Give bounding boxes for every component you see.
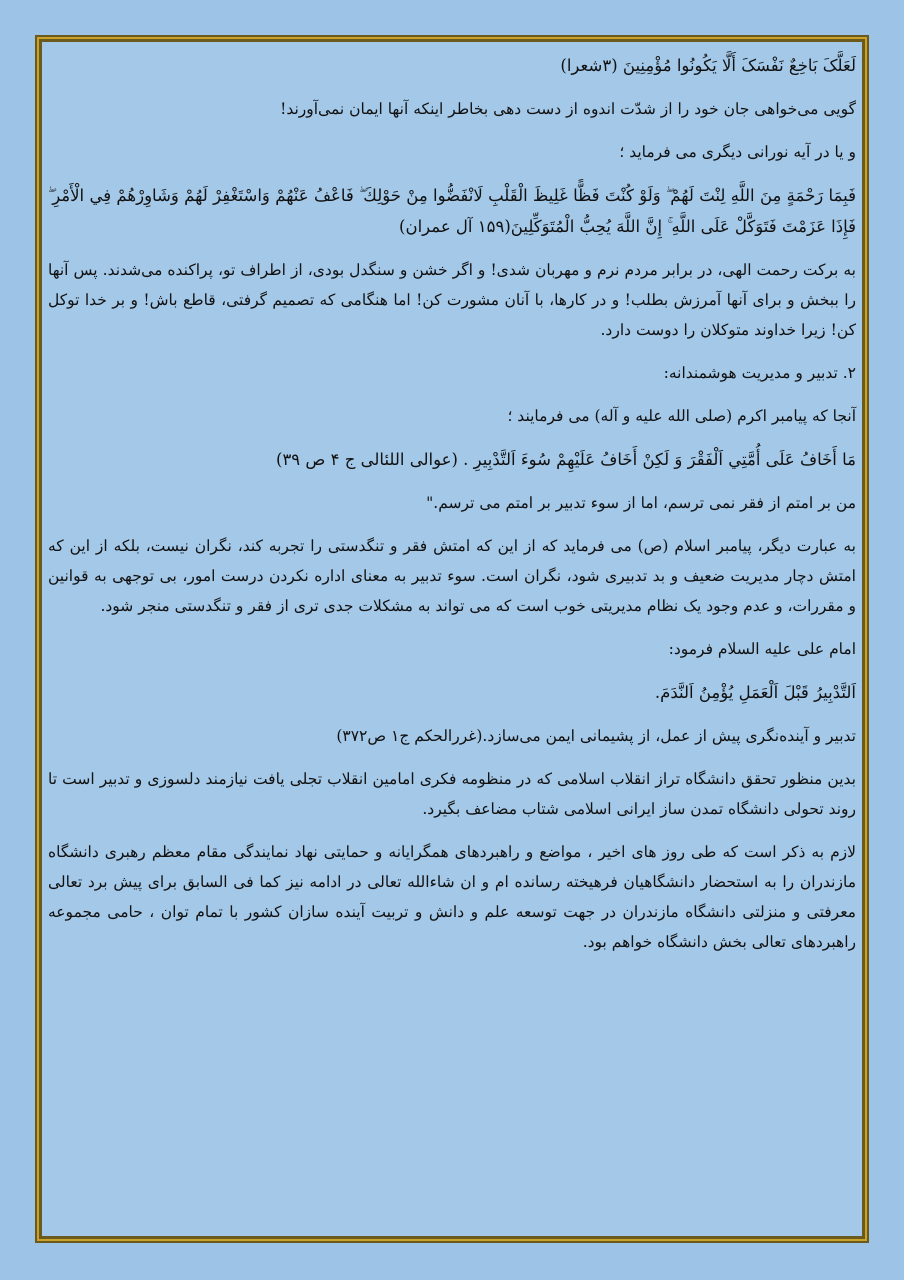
- intro-line: و یا در آیه نورانی دیگری می فرماید ؛: [619, 143, 856, 161]
- verse-translation-2: به برکت رحمت الهی، در برابر مردم نرم و مهربان شدی! و اگر خشن و سنگدل بودی، از اطراف تو، پراکنده می‌شدند. پس آنها را ببخش و برای آنها آمرزش بطلب! و در کارها، با آنان مشورت کن! اما هنگامی که تصمیم گرفتی، قاطع باش! و بر خدا توکل کن! زیرا خداوند متوکلان را دوست دارد.: [48, 261, 856, 339]
- explanation-paragraph: به عبارت دیگر، پیامبر اسلام (ص) می فرماید که از این که امتش فقر و تنگدستی را تجربه کند، نگران نیست، بلکه از این که امتش دچار مدیریت ضعیف و بد تدبیری شود، نگران است. سوء تدبیر به معنای اداره نکردن درست امور، بی توجهی به قوانین و مقررات، و عدم وجود یک نظام مدیریتی خوب است که می تواند به مشکلات جدی تری از فقر و تنگدستی منجر شود.: [48, 537, 856, 615]
- university-paragraph: بدین منظور تحقق دانشگاه تراز انقلاب اسلامی که در منظومه فکری امامین انقلاب تجلی یافت نیازمند دلسوزی و تدبیر است تا روند تحولی دانشگاه تمدن ساز ایرانی اسلامی شتاب مضاعف بگیرد.: [48, 770, 856, 818]
- document-body: [48, 50, 856, 970]
- verse-translation: گویی می‌خواهی جان خود را از شدّت اندوه از دست دهی بخاطر اینکه آنها ایمان نمی‌آورند!: [280, 100, 856, 118]
- imam-ali-hadith: اَلتَّدْبِيرُ قَبْلَ اَلْعَمَلِ يُؤْمِنُ اَلنَّدَمَ.: [654, 683, 856, 702]
- hadith-intro: آنجا که پیامبر اکرم (صلی الله علیه و آله) می فرمایند ؛: [507, 407, 856, 425]
- hadith-text: مَا أَخَافُ عَلَى أُمَّتِي اَلْفَقْرَ وَ لَكِنْ أَخَافُ عَلَيْهِمْ سُوءَ اَلتَّدْبِيرِ . (عوالی اللئالی ج ۴ ص ۳۹): [276, 450, 856, 469]
- imam-ali-intro: امام علی علیه السلام فرمود:: [668, 640, 856, 658]
- quran-verse-shuara: لَعَلَّکَ بَاخِعٌ نَفْسَکَ أَلَّا یَکُونُوا مُؤْمِنِینَ (۳شعرا): [560, 56, 856, 75]
- section-heading: ۲. تدبیر و مدیریت هوشمندانه:: [663, 364, 856, 382]
- closing-paragraph: لازم به ذکر است که طی روز های اخیر ، مواضع و راهبردهای همگرایانه و حمایتی نهاد نمایندگی مقام معظم رهبری دانشگاه مازندران را به استحضار دانشگاهیان فرهیخته رسانده ام و ان شاءالله تعالی در ادامه نیز کما فی السابق برای پیش برد تعالی معرفتی و منزلتی دانشگاه مازندران در جهت توسعه علم و دانش و تربیت آینده سازان کشور با تمام توان ، حامی مجموعه راهبردهای تعالی بخش دانشگاه خواهم بود.: [48, 843, 856, 951]
- quran-verse-al-imran: فَبِمَا رَحْمَةٍ مِنَ اللَّهِ لِنْتَ لَهُمْ ۖ وَلَوْ كُنْتَ فَظًّا غَلِيظَ الْقَلْبِ لَانْفَضُّوا مِنْ حَوْلِكَ ۖ فَاعْفُ عَنْهُمْ وَاسْتَغْفِرْ لَهُمْ وَشَاوِرْهُمْ فِي الْأَمْرِ ۖ فَإِذَا عَزَمْتَ فَتَوَكَّلْ عَلَى اللَّهِ ۚ إِنَّ اللَّهَ يُحِبُّ الْمُتَوَكِّلِينَ(۱۵۹ آل عمران): [48, 186, 856, 236]
- imam-ali-translation: تدبیر و آینده‌نگری پیش از عمل، از پشیمانی ایمن می‌سازد.(غررالحکم ج۱ ص۳۷۲): [336, 727, 856, 745]
- hadith-translation: من بر امتم از فقر نمی ترسم، اما از سوء تدبیر بر امتم می ترسم.": [426, 494, 856, 512]
